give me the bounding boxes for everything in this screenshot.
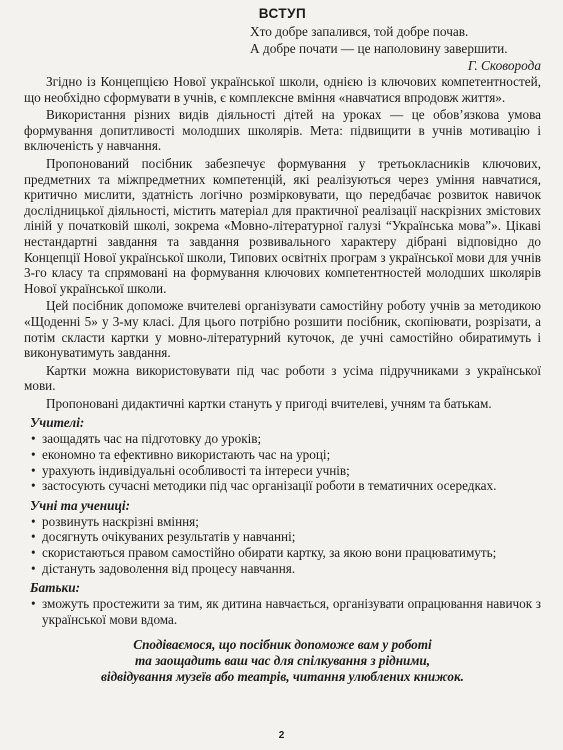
list-item-text: дістануть задоволення від процесу навчання. — [42, 560, 296, 576]
list-item — [30, 447, 541, 463]
list-item — [30, 463, 541, 479]
bullet-icon: • — [31, 431, 36, 447]
teachers-list — [24, 431, 541, 493]
bullet-icon: • — [31, 447, 36, 463]
parents-list — [24, 596, 541, 627]
group-title-students: Учні та учениці: — [30, 497, 131, 513]
paragraph: Пропонований посібник забезпечує формування у третьокласників ключових, предметних та міжпредметних компетенцій, які реалізуються через уміння навчатися, критично мислити, здатність логічно розмірковувати, що передбачає розвиток навичок дослідницької діяльності, містить матеріал для практичної реалізaції наскрізних змістових ліній у початковій школі, зокрема «Мовно-літературної галузі “Українська мова”». Цікаві нестандартні завдання та завдання розвивального характеру дібрані відповідно до Концепції Нової української школи, Типових освітніх програм з української мови для учнів 3-го класу та спрямовані на формування ключових компетентностей молодших школярів Нової української школи. — [24, 155, 541, 296]
closing-line: відвідування музеїв або театрів, читання улюблених книжок. — [101, 668, 464, 684]
closing-line: Сподіваємося, що посібник допоможе вам у роботі — [133, 637, 432, 653]
group-title-parents: Батьки: — [30, 580, 81, 596]
paragraph: Пропоновані дидактичні картки стануть у пригоді вчителеві, учням та батькам. — [46, 395, 492, 411]
closing-note — [24, 637, 541, 684]
bullet-icon: • — [31, 560, 36, 576]
paragraph: Використання різних видів діяльності дітей на уроках — це обов’язкова умова формування допитливості молодших школярів. Мета: підвищити в учнів мотивацію і включеність у навчання. — [24, 107, 541, 154]
epigraph-line: Хто добре запалився, той добре почав. — [250, 24, 469, 39]
closing-line: та заощадить ваш час для спілкування з рідними, — [134, 653, 431, 668]
students-list — [24, 514, 541, 576]
bullet-icon: • — [31, 462, 36, 478]
bullet-icon: • — [31, 513, 36, 529]
epigraph-author: Г. Сковорода — [467, 58, 541, 73]
bullet-icon: • — [31, 596, 36, 612]
list-item-text: застосують сучасні методики під час організації роботи в тематичних осередках. — [42, 478, 497, 494]
list-item — [30, 514, 541, 530]
page-title: ВСТУП — [258, 6, 307, 21]
paragraph: Картки можна використовувати під час роботи з усіма підручниками з української мови. — [24, 362, 541, 394]
list-item — [30, 561, 541, 577]
paragraph: Згідно із Концепцією Нової української школи, однією із ключових компетентностей, що необхідно сформувати в учнів, є комплексне вміння «навчатися впродовж життя». — [24, 74, 541, 105]
list-item — [30, 545, 541, 561]
paragraph: Цей посібник допоможе вчителеві організувати самостійну роботу учнів за методикою «Щоденні 5» у 3-му класі. Для цього потрібно розшити посібник, скопіювати, розрізати, а потім скласти картки у мовно-літературний куточок, де учні самостійно обиратимуть і виконуватимуть завдання. — [24, 298, 541, 361]
list-item — [30, 431, 541, 447]
list-item-text: заощадять час на підготовку до уроків; — [42, 431, 262, 447]
list-item — [30, 478, 541, 494]
list-item — [30, 529, 541, 545]
epigraph — [250, 24, 541, 57]
bullet-icon: • — [31, 545, 36, 561]
list-item-text: розвинуть наскрізні вміння; — [42, 513, 199, 529]
list-item-text: економно та ефективно використають час на уроці; — [42, 447, 331, 463]
epigraph-line: А добре почати — це наполовину завершити. — [250, 40, 508, 56]
group-title-teachers: Учителі: — [30, 415, 85, 431]
list-item — [30, 596, 541, 627]
list-item-text: скористаються правом самостійно обирати картку, за якою вони працюватимуть; — [42, 545, 497, 561]
list-item-text: досягнуть очікуваних результатів у навчанні; — [42, 529, 296, 545]
list-item-text: урахують індивідуальні особливості та інтереси учнів; — [42, 462, 350, 478]
bullet-icon: • — [31, 478, 36, 494]
page-number: 2 — [278, 730, 285, 741]
list-item-text: зможуть простежити за тим, як дитина навчається, організувати опрацювання навичок з української мови вдома. — [42, 596, 541, 627]
bullet-icon: • — [31, 529, 36, 545]
